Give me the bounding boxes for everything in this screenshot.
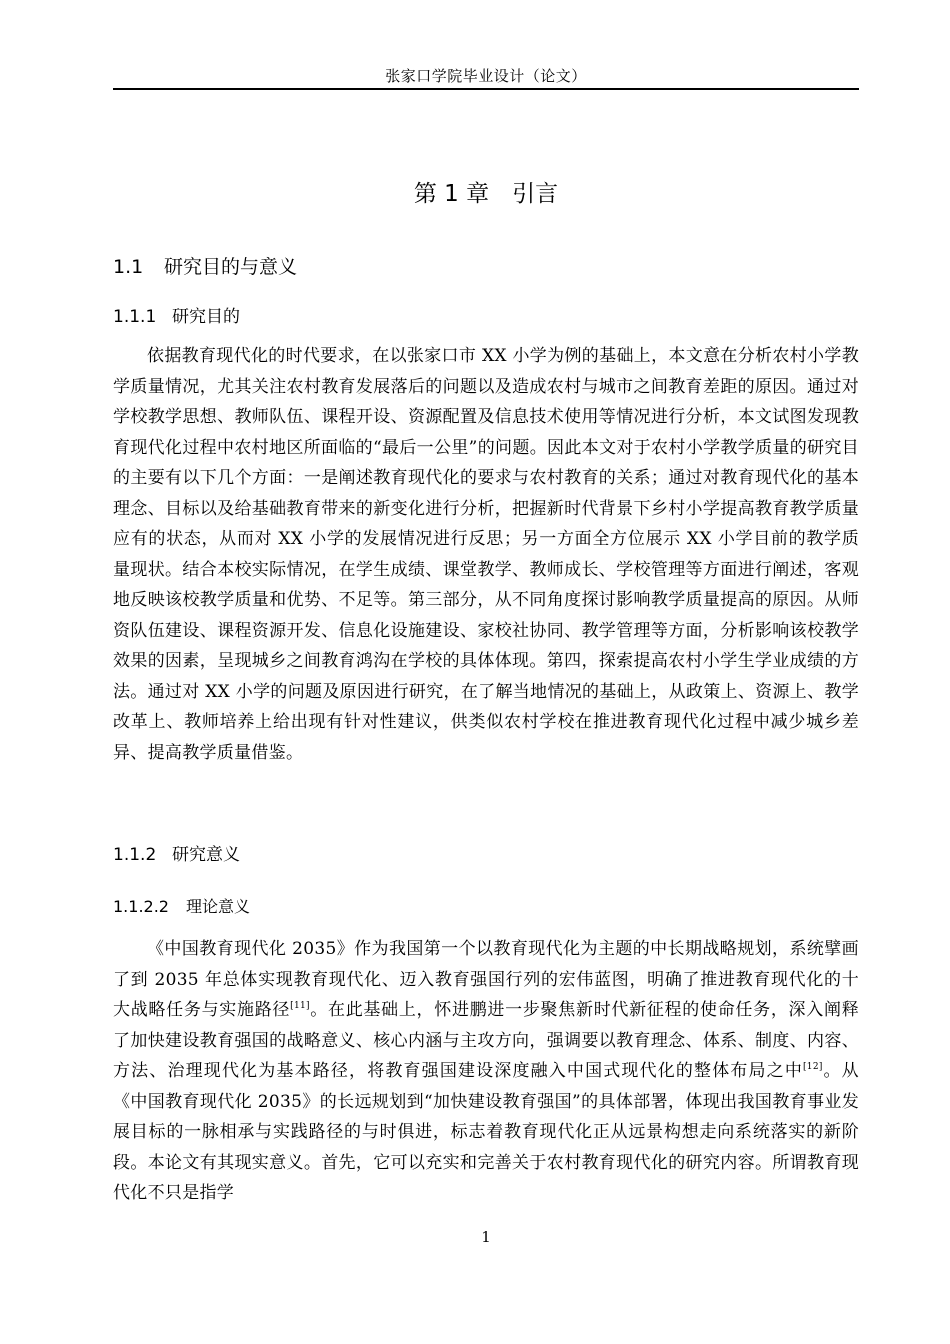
running-header: 张家口学院毕业设计（论文） [385,67,587,85]
citation-11[interactable]: [11] [290,1001,310,1011]
body-paragraph-1: 依据教育现代化的时代要求，在以张家口市 XX 小学为例的基础上，本文意在分析农村小学教学质量情况，尤其关注农村教育发展落后的问题以及造成农村与城市之间教育差距的原因。通过对学校教学思想、教师队伍、课程开设、资源配置及信息技术使用等情况进行分析，本文试图发现教育现代化过程中农村地区所面临的“最后一公里”的问题。因此本文对于农村小学教学质量的研究目的主要有以下几个方面：一是阐述教育现代化的要求与农村教育的关系；通过对教育现代化的基本理念、目标以及给基础教育带来的新变化进行分析，把握新时代背景下乡村小学提高教育教学质量应有的状态，从而对 XX 小学的发展情况进行反思；另一方面全方位展示 XX 小学目前的教学质量现状。结合本校实际情况，在学生成绩、课堂教学、教师成长、学校管理等方面进行阐述，客观地反映该校教学质量和优势、不足等。第三部分，从不同角度探讨影响教学质量提高的原因。从师资队伍建设、课程资源开发、信息化设施建设、家校社协同、教学管理等方面，分析影响该校教学效果的因素，呈现城乡之间教育鸿沟在学校的具体体现。第四，探索提高农村小学生学业成绩的方法。通过对 XX 小学的问题及原因进行研究，在了解当地情况的基础上，从政策上、资源上、教学改革上、教师培养上给出现有针对性建议，供类似农村学校在推进教育现代化过程中减少城乡差异、提高教学质量借鉴。 [113,346,859,763]
section-title: 理论意义 [186,897,251,916]
section-title: 研究目的 [172,307,240,327]
header-rule [113,88,859,90]
section-number: 1.1.2.2 [113,897,169,916]
section-heading-1-1-1 [113,304,240,330]
section-number: 1.1.2 [113,845,157,865]
section-number: 1.1.1 [113,307,157,327]
paragraph-text: 。从《中国教育现代化 2035》的长远规划到“加快建设教育强国”的具体部署，体现出我国教育事业发展目标的一脉相承与实践路径的与时俱进，标志着教育现代化正从远景构想走向系统落实的新阶段。本论文有其现实意义。首先，它可以充实和完善关于农村教育现代化的研究内容。所谓教育现代化不只是指学 [113,1061,859,1203]
section-number: 1.1 [113,256,144,278]
chapter-title: 第 1 章 引言 [413,181,559,207]
section-heading-1-1-2-2 [113,895,250,919]
section-title: 研究目的与意义 [164,256,298,278]
section-heading-1-1-2 [113,842,240,868]
paragraph-text: 《中国教育现代化 2035》作为我国第一个以教育现代化为主题的中长期战略规划，系统擘画了到 2035 年总体实现教育现代化、迈入教育强国行列的宏伟蓝图，明确了推进教育现代化的十大战略任务与实施路径 [113,939,859,1020]
citation-12[interactable]: [12] [802,1062,823,1072]
paragraph-text: 。在此基础上，怀进鹏进一步聚焦新时代新征程的使命任务，深入阐释了加快建设教育强国的战略意义、核心内涵与主攻方向，强调要以教育理念、体系、制度、内容、方法、治理现代化为基本路径，将教育强国建设深度融入中国式现代化的整体布局之中 [113,1000,859,1081]
section-heading-1-1 [113,253,297,281]
page-number: 1 [481,1228,491,1246]
section-title: 研究意义 [172,845,240,865]
body-paragraph-2 [113,934,859,1209]
